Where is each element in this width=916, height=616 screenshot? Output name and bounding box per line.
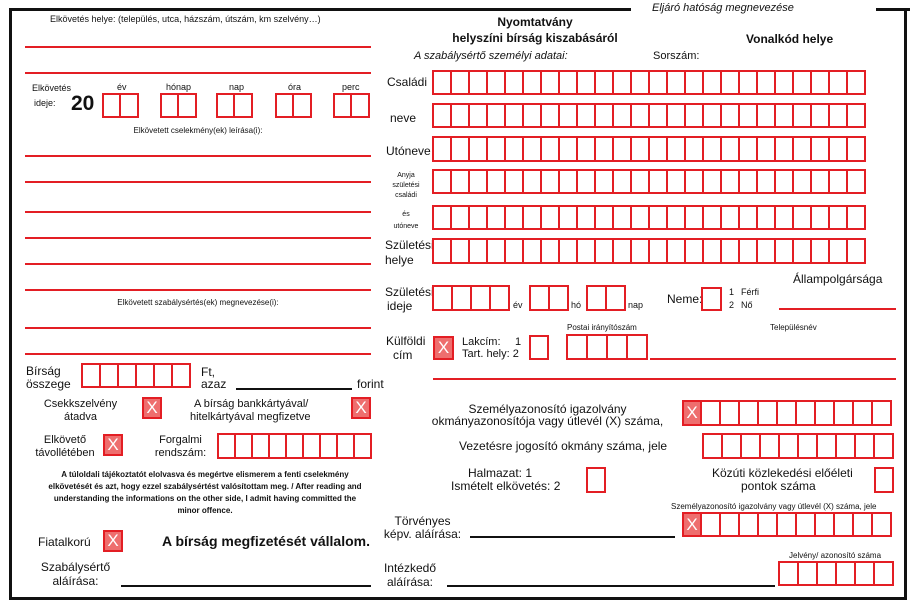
legal-id-label: Személyazonosító igazolvány vagy útlevél (X) száma, jele <box>671 502 877 511</box>
birth-month-boxes[interactable] <box>529 285 569 311</box>
year-label: év <box>117 82 127 92</box>
mother-label-3: családi <box>395 192 417 199</box>
acknowledgement-4: minor offence. <box>177 506 233 515</box>
ft-label: Ft, <box>201 365 215 379</box>
fine-label-2: összege <box>26 377 71 391</box>
absent-label-2: távollétében <box>35 447 95 459</box>
top-border <box>9 8 631 11</box>
place-line-2[interactable] <box>25 72 371 74</box>
juvenile-label: Fiatalkorú <box>38 535 91 549</box>
mother-label-5: utóneve <box>393 223 419 230</box>
acts-label: Elkövetett cselekmény(ek) leírása(i): <box>133 126 263 135</box>
offences-line-2[interactable] <box>25 353 371 355</box>
top-border-right <box>876 8 910 11</box>
acts-line-4[interactable] <box>25 237 371 239</box>
sex-label: Neme: <box>667 292 703 306</box>
badge-boxes[interactable] <box>778 561 894 586</box>
fine-label: Bírság <box>26 364 61 378</box>
mother-label-2: születési <box>392 182 420 189</box>
officer-sign-line[interactable] <box>447 585 775 587</box>
offender-sign-label: Szabálysértő <box>40 560 111 574</box>
acts-line-2[interactable] <box>25 181 371 183</box>
birth-month-suffix: hó <box>571 300 582 310</box>
birthplace-row[interactable] <box>432 238 866 264</box>
sex-box[interactable] <box>701 287 722 311</box>
plate-label: Forgalmi <box>159 434 202 446</box>
forint-label: forint <box>357 377 384 391</box>
place-line[interactable] <box>25 46 371 48</box>
birth-year-suffix: év <box>513 300 523 310</box>
legal-rep-sign-line[interactable] <box>470 536 675 538</box>
fine-boxes[interactable] <box>81 363 191 388</box>
officer-sign-label: Intézkedő <box>383 561 437 575</box>
family-name-row-2[interactable] <box>432 103 866 128</box>
mother-name-row-2[interactable] <box>432 205 866 230</box>
citizenship-label: Állampolgársága <box>793 272 883 286</box>
acts-line-6[interactable] <box>25 289 371 291</box>
fine-words-line[interactable] <box>236 388 352 390</box>
barcode-label: Vonalkód helye <box>746 32 834 46</box>
personal-data-label: A szabálysértő személyi adatai: <box>414 50 568 62</box>
offences-line-1[interactable] <box>25 327 371 329</box>
cumulation-box[interactable] <box>586 467 606 493</box>
family-name-label-2: neve <box>390 111 417 125</box>
day-boxes[interactable] <box>216 93 253 118</box>
birth-day-boxes[interactable] <box>586 285 626 311</box>
absent-x-box[interactable]: X <box>103 434 123 456</box>
offender-sign-line[interactable] <box>121 585 371 587</box>
birthdate-label-2: ideje <box>387 299 413 313</box>
residence-code: 1 <box>515 336 522 348</box>
azaz-label: azaz <box>201 377 227 391</box>
sex-code-1: 1 <box>729 287 735 297</box>
postal-code-label: Postai irányítószám <box>567 323 637 332</box>
family-name-row-1[interactable] <box>432 70 866 95</box>
repeat-offence-label: Ismételt elkövetés: 2 <box>451 479 561 493</box>
points-label: Közúti közlekedési előéleti <box>712 466 853 480</box>
legal-id-boxes[interactable] <box>702 512 892 537</box>
absent-label: Elkövető <box>43 434 87 446</box>
mother-name-row-1[interactable] <box>432 169 866 194</box>
month-label: hónap <box>166 82 192 92</box>
day-label: nap <box>229 82 245 92</box>
birth-year-boxes[interactable] <box>432 285 510 311</box>
foreign-x-box[interactable]: X <box>433 336 454 360</box>
given-name-row[interactable] <box>432 136 866 162</box>
authority-label: Eljáró hatóság megnevezése <box>652 2 794 14</box>
legal-rep-label: Törvényes <box>394 514 451 528</box>
foreign-label: Külföldi <box>386 334 426 348</box>
accept-statement: A bírság megfizetését vállalom. <box>162 533 370 549</box>
birthplace-label-2: helye <box>385 253 414 267</box>
form-title: Nyomtatvány <box>497 15 573 29</box>
points-box[interactable] <box>874 467 894 493</box>
family-name-label: Családi <box>387 75 428 89</box>
card-label-2: hitelkártyával megfizetve <box>190 411 311 423</box>
residence-label: Lakcím: <box>462 336 501 348</box>
checkbook-x-box[interactable]: X <box>142 397 162 419</box>
offences-label: Elkövetett szabálysértés(ek) megnevezése(i): <box>117 298 279 307</box>
legal-id-x-box[interactable]: X <box>682 512 702 537</box>
officer-sign-label-2: aláírása: <box>386 575 434 589</box>
time-label: Elkövetés <box>32 83 72 93</box>
minute-label: perc <box>342 82 360 92</box>
sex-male: Férfi <box>741 287 759 297</box>
id-label: Személyazonosító igazolvány <box>468 402 627 416</box>
checkbook-label-2: átadva <box>63 411 98 423</box>
birthdate-label: Születési <box>385 285 434 299</box>
card-x-box[interactable]: X <box>351 397 371 419</box>
minute-boxes[interactable] <box>333 93 370 118</box>
town-line[interactable] <box>650 358 896 360</box>
time-label-2: ideje: <box>34 98 56 108</box>
birth-day-suffix: nap <box>628 300 644 310</box>
acts-line-3[interactable] <box>25 211 371 213</box>
badge-label: Jelvény/ azonosító száma <box>789 551 882 560</box>
foreign-label-2: cím <box>393 348 413 362</box>
year-prefix: 20 <box>71 92 95 115</box>
acknowledgement-1: A túloldali tájékoztatót elolvasva és megértve elismerem a fenti cselekmény <box>61 470 349 479</box>
hour-label: óra <box>288 82 302 92</box>
offender-sign-label-2: aláírása: <box>52 574 99 588</box>
town-label: Településnév <box>770 323 817 332</box>
year-boxes[interactable] <box>102 93 139 118</box>
plate-boxes[interactable] <box>217 433 372 459</box>
mother-label-1: Anyja <box>397 172 415 179</box>
postal-code-boxes[interactable] <box>566 334 648 360</box>
plate-label-2: rendszám: <box>154 447 207 459</box>
acknowledgement-3: understanding the informations on the other side, I admit having committed the <box>53 494 357 503</box>
birthplace-label: Születési <box>385 238 434 252</box>
acknowledgement-2: elkövetését és azt, hogy ezzel szabálysértést valósítottam meg. / After reading and <box>48 482 362 491</box>
checkbook-label: Csekkszelvény <box>43 398 118 410</box>
acts-line-5[interactable] <box>25 263 371 265</box>
temp-residence-label: Tart. hely: 2 <box>462 348 519 360</box>
given-name-label: Utóneve <box>386 144 431 158</box>
id-label-2: okmányazonosítója vagy útlevél (X) száma, <box>431 414 664 428</box>
points-label-2: pontok száma <box>741 479 816 493</box>
card-label: A bírság bankkártyával/ <box>194 398 309 410</box>
address-type-box[interactable] <box>529 335 549 360</box>
licence-boxes[interactable] <box>702 433 894 459</box>
hour-boxes[interactable] <box>275 93 312 118</box>
sex-code-2: 2 <box>729 300 735 310</box>
legal-rep-label-2: képv. aláírása: <box>383 527 462 541</box>
place-label: Elkövetés helye: (település, utca, házszám, útszám, km szelvény…) <box>50 14 321 24</box>
licence-label: Vezetésre jogosító okmány száma, jele <box>459 439 668 453</box>
foreign-address-line[interactable] <box>433 378 896 380</box>
form-subtitle: helyszíni bírság kiszabásáról <box>452 31 618 45</box>
id-boxes[interactable] <box>702 400 892 426</box>
month-boxes[interactable] <box>160 93 197 118</box>
id-x-box[interactable]: X <box>682 400 702 426</box>
serial-label: Sorszám: <box>653 50 700 62</box>
sex-female: Nő <box>741 300 753 310</box>
cumulation-label: Halmazat: 1 <box>468 466 533 480</box>
juvenile-x-box[interactable]: X <box>103 530 123 552</box>
citizenship-line[interactable] <box>779 308 896 310</box>
acts-line-1[interactable] <box>25 155 371 157</box>
mother-label-4: és <box>402 211 410 218</box>
